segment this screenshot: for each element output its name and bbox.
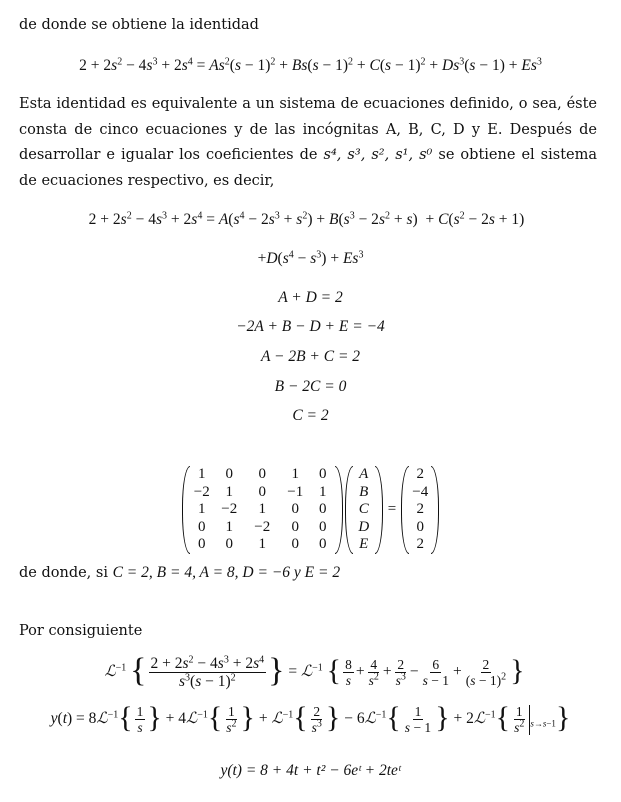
paragraph-explanation: [19, 92, 597, 194]
matrix-cell-2-4: 0: [319, 501, 327, 517]
matrix-cell-1-2: 0: [258, 483, 267, 500]
unknown-vector: [345, 466, 383, 554]
matrix-cell-1-0: −2: [193, 483, 210, 500]
matrix-cell-3-1: 1: [225, 518, 234, 535]
matrix-cell-0-2: 0: [258, 466, 267, 482]
rhs-2: 2: [416, 501, 424, 517]
expanded-equation-line1: $2 + 2s^2 - 4s^3 + 2s^4 = A(s^4 - 2s^3 + s^2) + B(s^3 - 2s^2 + s) + C(s^2 - 2s + 1)$: [88, 210, 525, 228]
matrix-cell-3-4: 0: [319, 518, 327, 535]
system-eq-4: B − 2C = 0: [274, 378, 347, 395]
coefficient-matrix: [182, 466, 343, 554]
matrix-cell-0-4: 0: [319, 466, 327, 482]
matrix-cell-1-3: −1: [287, 483, 304, 500]
matrix-cell-3-0: 0: [198, 518, 206, 535]
explanation-text: Esta identidad es equivalente a un sistema de ecuaciones definido, o sea, éste consta de cinco ecuaciones y de las incógnitas A, B, C, D y E. Después de desarrollar e igualar los coeficientes de: [19, 96, 597, 163]
matrix-cell-4-0: 0: [198, 536, 206, 552]
rhs-vector: [401, 466, 439, 554]
matrix-cell-4-1: 0: [225, 536, 234, 552]
unknown-4: E: [359, 536, 369, 552]
laplace-decomposition: ℒ$^{-1}$ { $\frac{2 + 2s^2 - 4s^3 + 2s^4}{s^3(s - 1)^2}$ } = ℒ$^{-1}$ { $\frac{8}{s}$ + $\frac{4}{s^2}$ + $\frac{2}{s^3}$ − $\frac{6}{s - 1}$ + $\frac{2}{(s - 1)^2}$ }: [104, 651, 525, 690]
rhs-4: 2: [416, 536, 424, 552]
system-eq-5: C = 2: [292, 407, 329, 424]
explanation-tail: se obtiene el sistema de ecuaciones respectivo, es decir,: [19, 147, 598, 189]
solution-values: C = 2, B = 4, A = 8, D = −6 y E = 2: [112, 564, 341, 581]
solution-lead: de donde, si: [19, 565, 108, 581]
matrix-cell-4-2: 1: [258, 536, 267, 552]
matrix-cell-0-3: 1: [291, 466, 300, 482]
matrix-cell-2-3: 0: [291, 501, 300, 517]
system-eq-3: A − 2B + C = 2: [260, 348, 361, 365]
paragraph-consequently: Por consiguiente: [19, 623, 143, 639]
unknown-3: D: [358, 518, 370, 535]
matrix-cell-2-0: 1: [198, 501, 206, 517]
system-eq-2: −2A + B − D + E = −4: [236, 318, 385, 335]
matrix-cell-4-4: 0: [319, 536, 327, 552]
matrix-cell-2-2: 1: [258, 501, 267, 517]
final-result: y(t) = 8 + 4t + t² − 6eᵗ + 2teᵗ: [220, 762, 401, 779]
rhs-0: 2: [416, 466, 424, 482]
matrix-equation: 1 0 0 1 0 −2 1 0 −1 1 1 −2 1 0 0 0 1 −2 0 0 0 0 1 0 0 A B C D E = 2 −4 2 0 2: [0, 466, 621, 554]
matrix-cell-4-3: 0: [291, 536, 300, 552]
rhs-3: 0: [416, 518, 424, 535]
matrix-cell-0-0: 1: [198, 466, 206, 482]
unknown-0: A: [359, 466, 369, 482]
expanded-equation-line2: $+D(s^4 - s^3) + Es^3$: [257, 249, 364, 267]
rhs-1: −4: [412, 483, 429, 500]
matrix-cell-0-1: 0: [225, 466, 234, 482]
matrix-cell-3-2: −2: [254, 518, 271, 535]
matrix-cell-1-4: 1: [319, 483, 327, 500]
matrix-cell-1-1: 1: [225, 483, 234, 500]
inverse-laplace-terms: y(t) = 8ℒ$^{-1}${ $\frac{1}{s}$ } + 4ℒ$^{-1}${ $\frac{1}{s^2}$ } + ℒ$^{-1}${ $\frac{2}{s^3}$ } − 6ℒ$^{-1}${ $\frac{1}{s - 1}$ } + 2ℒ$^{-1}${ $\frac{1}{s^2}$ $_{s\to s-1}$}: [50, 700, 571, 735]
unknown-2: C: [358, 501, 369, 517]
identity-equation: $2 + 2s^2 - 4s^3 + 2s^4 = As^2(s - 1)^2 + Bs(s - 1)^2 + C(s - 1)^2 + Ds^3(s - 1) + Es^3$: [79, 56, 542, 74]
coefficient-powers: s⁴, s³, s², s¹, s⁰: [323, 147, 433, 163]
paragraph-solution: [19, 560, 597, 587]
matrix-cell-3-3: 0: [291, 518, 300, 535]
system-eq-1: A + D = 2: [278, 289, 343, 306]
paragraph-intro: de donde se obtiene la identidad: [19, 17, 259, 33]
matrix-cell-2-1: −2: [221, 501, 238, 517]
unknown-1: B: [359, 483, 369, 500]
